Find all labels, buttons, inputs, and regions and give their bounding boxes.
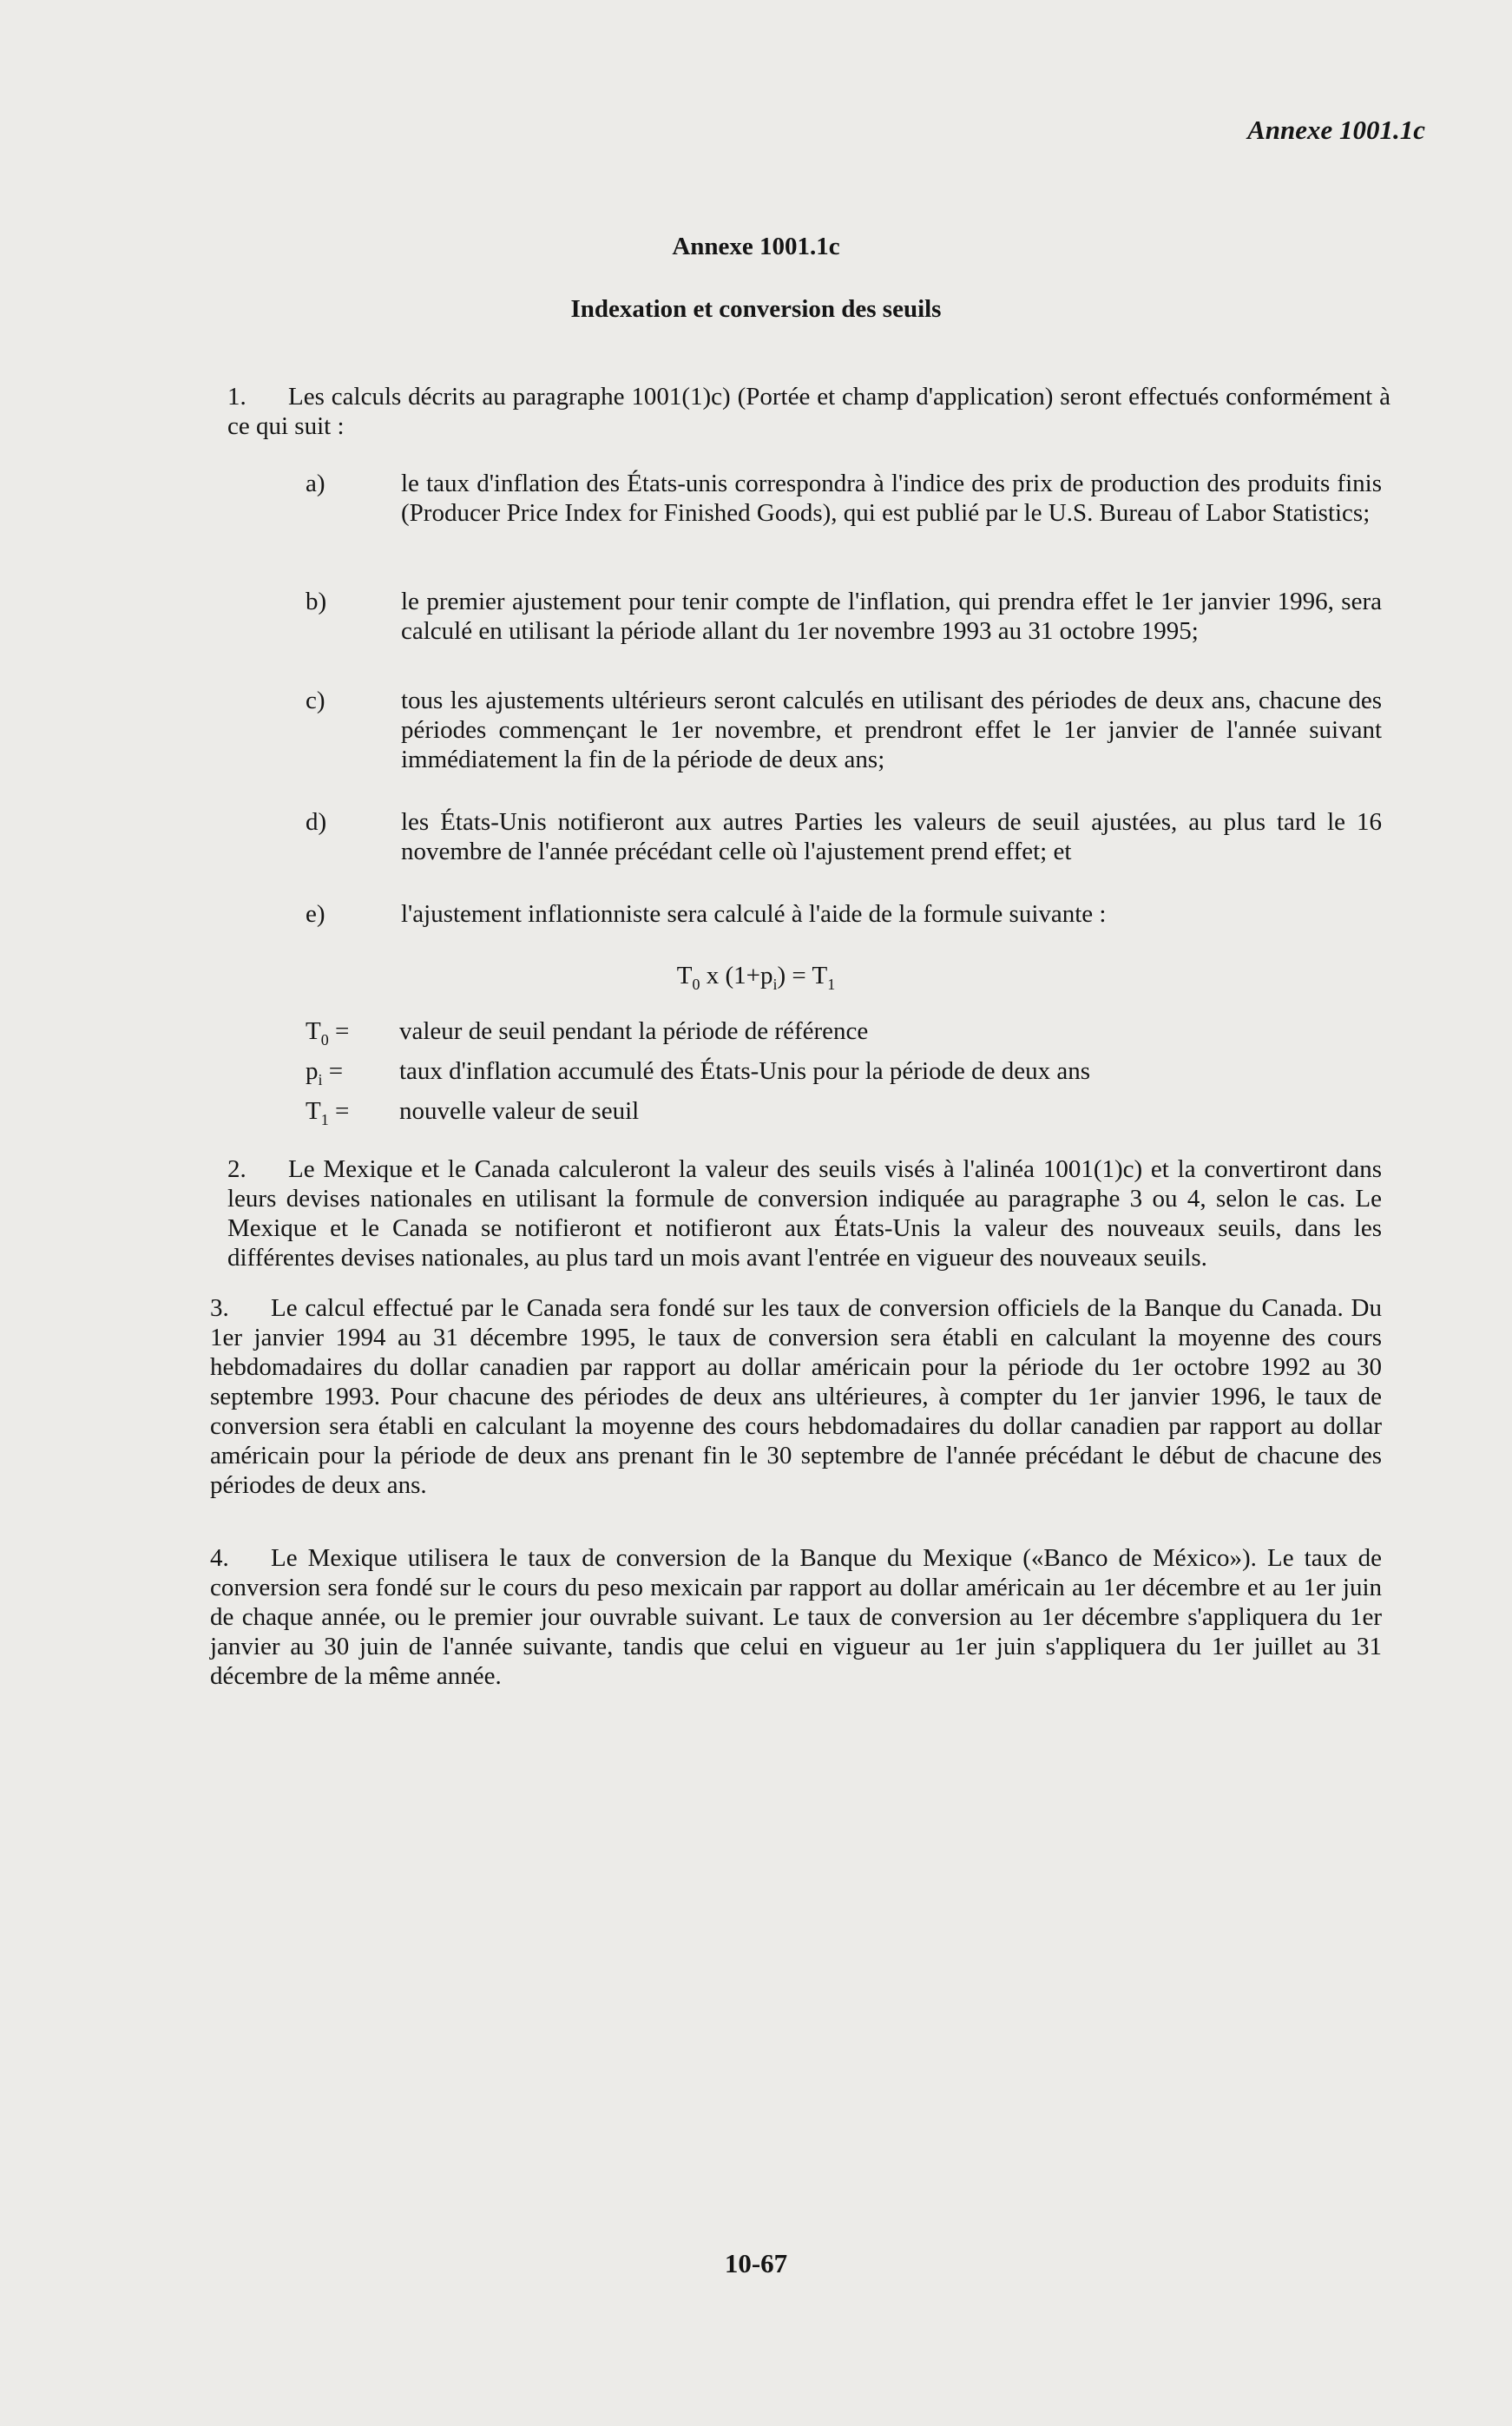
definition-text: nouvelle valeur de seuil: [399, 1096, 640, 1125]
paragraph-number: 4.: [210, 1544, 229, 1572]
definition-text: taux d'inflation accumulé des États-Unis pour la période de deux ans: [399, 1056, 1091, 1085]
paragraph-text: Le Mexique et le Canada calculeront la valeur des seuils visés à l'alinéa 1001(1)c) et la convertiront dans leurs devises nationales en utilisant la formule de conversion indiquée au paragraphe 3 ou 4, selon le cas. Le Mexique et le Canada se notifieront et notifieront aux États-Unis la valeur des nouveaux seuils, dans les différentes devises nationales, au plus tard un mois avant l'entrée en vigueur des nouveaux seuils.: [227, 1155, 1382, 1272]
page-number: 10-67: [724, 2248, 788, 2278]
definition-row: $T_0$ = valeur de seuil pendant la période de référence: [306, 1016, 1090, 1055]
list-item-text: l'ajustement inflationniste sera calculé à l'aide de la formule suivante :: [401, 900, 1107, 928]
paragraph-1: [227, 382, 1390, 441]
definition-text: valeur de seuil pendant la période de référence: [399, 1017, 869, 1045]
paragraph-3: [210, 1293, 1382, 1500]
list-item-label: a): [306, 470, 325, 497]
formula-definitions: [306, 1016, 1090, 1134]
inflation-formula: $T_0$ x $(1+p_i) = T_1$: [676, 962, 836, 993]
page-subtitle: Indexation et conversion des seuils: [570, 295, 942, 323]
definition-row: $T_1$ = nouvelle valeur de seuil: [306, 1095, 1090, 1135]
list-item-label: e): [306, 900, 325, 928]
paragraph-text: Le Mexique utilisera le taux de conversion de la Banque du Mexique («Banco de México»). Le taux de conversion sera fondé sur le cours du peso mexicain par rapport au dollar américain au 1er décembre et au 1er juin de chaque année, ou le premier jour ouvrable suivant. Le taux de conversion au 1er décembre s'appliquera du 1er janvier au 30 juin de l'année suivante, tandis que celui en vigueur au 1er juin s'appliquera du 1er juillet au 31 décembre de la même année.: [210, 1544, 1382, 1690]
paragraph-2: [227, 1154, 1382, 1272]
list-item-text: les États-Unis notifieront aux autres Parties les valeurs de seuil ajustées, au plus tard le 16 novembre de l'année précédant celle où l'ajustement prend effet; et: [401, 808, 1382, 865]
paragraph-text: Le calcul effectué par le Canada sera fondé sur les taux de conversion officiels de la Banque du Canada. Du 1er janvier 1994 au 31 décembre 1995, le taux de conversion sera établi en calculant la moyenne des cours hebdomadaires du dollar canadien par rapport au dollar américain pour la période du 1er octobre 1992 au 30 septembre 1993. Pour chacune des périodes de deux ans ultérieures, à compter du 1er janvier 1996, le taux de conversion sera établi en calculant la moyenne des cours hebdomadaires du dollar canadien par rapport au dollar américain pour la période de deux ans prenant fin le 30 septembre de l'année précédant le début de chacune des périodes de deux ans.: [210, 1294, 1382, 1499]
paragraph-number: 1.: [227, 383, 247, 411]
page-title: Annexe 1001.1c: [672, 233, 840, 260]
running-header: Annexe 1001.1c: [1247, 115, 1425, 145]
paragraph-text: Les calculs décrits au paragraphe 1001(1)c) (Portée et champ d'application) seront effectués conformément à ce qui suit :: [227, 383, 1390, 440]
definition-row: $p_i$ = taux d'inflation accumulé des États-Unis pour la période de deux ans: [306, 1055, 1090, 1095]
list-item-text: tous les ajustements ultérieurs seront calculés en utilisant des périodes de deux ans, chacune des périodes commençant le 1er novembre, et prendront effet le 1er janvier de l'année suivant immédiatement la fin de la période de deux ans;: [401, 687, 1382, 773]
list-item-label: c): [306, 687, 325, 714]
list-item-text: le taux d'inflation des États-unis correspondra à l'indice des prix de production des produits finis (Producer Price Index for Finished Goods), qui est publié par le U.S. Bureau of Labor Statistics;: [401, 470, 1382, 527]
paragraph-number: 2.: [227, 1155, 247, 1183]
list-item-label: d): [306, 808, 327, 836]
list-item-label: b): [306, 588, 327, 615]
list-item-text: le premier ajustement pour tenir compte de l'inflation, qui prendra effet le 1er janvier 1996, sera calculé en utilisant la période allant du 1er novembre 1993 au 31 octobre 1995;: [401, 588, 1382, 645]
paragraph-number: 3.: [210, 1294, 229, 1322]
paragraph-4: [210, 1543, 1382, 1691]
